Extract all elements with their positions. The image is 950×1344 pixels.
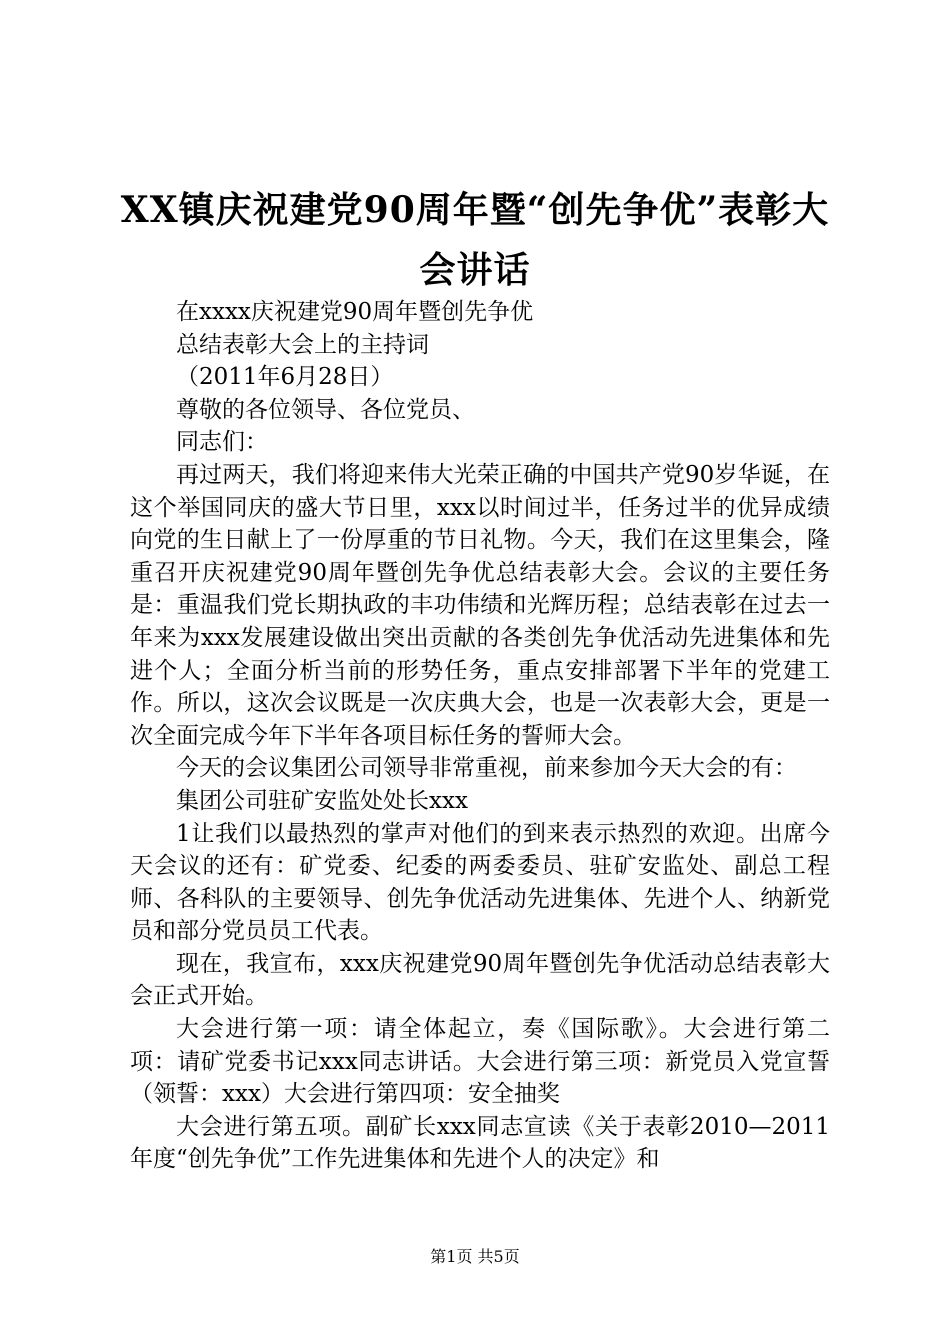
paragraph: 同志们： [176,429,268,456]
document-body [130,296,830,1176]
paragraph: 再过两天，我们将迎来伟大光荣正确的中国共产党90岁华诞，在这个举国同庆的盛大节日里，xxx以时间过半，任务过半的优异成绩向党的生日献上了一份厚重的节日礼物。今天，我们在这里集会，隆重召开庆祝建党90周年暨创先争优总结表彰大会。会议的主要任务是：重温我们党长期执政的丰功伟绩和光辉历程；总结表彰在过去一年来为xxx发展建设做出突出贡献的各类创先争优活动先进集体和先进个人；全面分析当前的形势任务，重点安排部署下半年的党建工作。所以，这次会议既是一次庆典大会，也是一次表彰大会，更是一次全面完成今年下半年各项目标任务的誓师大会。 [130,461,830,749]
paragraph: 在xxxx庆祝建党90周年暨创先争优 [176,299,534,325]
paragraph: 尊敬的各位领导、各位党员、 [176,396,475,423]
document-title-line-2: 会讲话 [419,249,531,291]
paragraph: 现在，我宣布，xxx庆祝建党90周年暨创先争优活动总结表彰大会正式开始。 [130,950,830,1010]
paragraph: 1让我们以最热烈的掌声对他们的到来表示热烈的欢迎。出席今天会议的还有：矿党委、纪委的两委委员、驻矿安监处、副总工程师、各科队的主要领导、创先争优活动先进集体、先进个人、纳新党员和部分党员员工代表。 [130,820,830,945]
paragraph: （2011年6月28日） [176,364,394,391]
document-title-line-1: XX镇庆祝建党90周年暨“创先争优”表彰大 [120,189,830,231]
paragraph: 大会进行第五项。副矿长xxx同志宣读《关于表彰2010—2011年度“创先争优”工作先进集体和先进个人的决定》和 [130,1113,830,1173]
paragraph: 总结表彰大会上的主持词 [176,331,429,358]
paragraph: 今天的会议集团公司领导非常重视，前来参加今天大会的有： [176,755,797,782]
page-footer: 第1页 共5页 [430,1247,520,1266]
paragraph: 集团公司驻矿安监处处长xxx [176,787,468,814]
paragraph: 大会进行第一项：请全体起立，奏《国际歌》。大会进行第二项：请矿党委书记xxx同志讲话。大会进行第三项：新党员入党宣誓（领誓：xxx）大会进行第四项：安全抽奖 [130,1016,830,1108]
